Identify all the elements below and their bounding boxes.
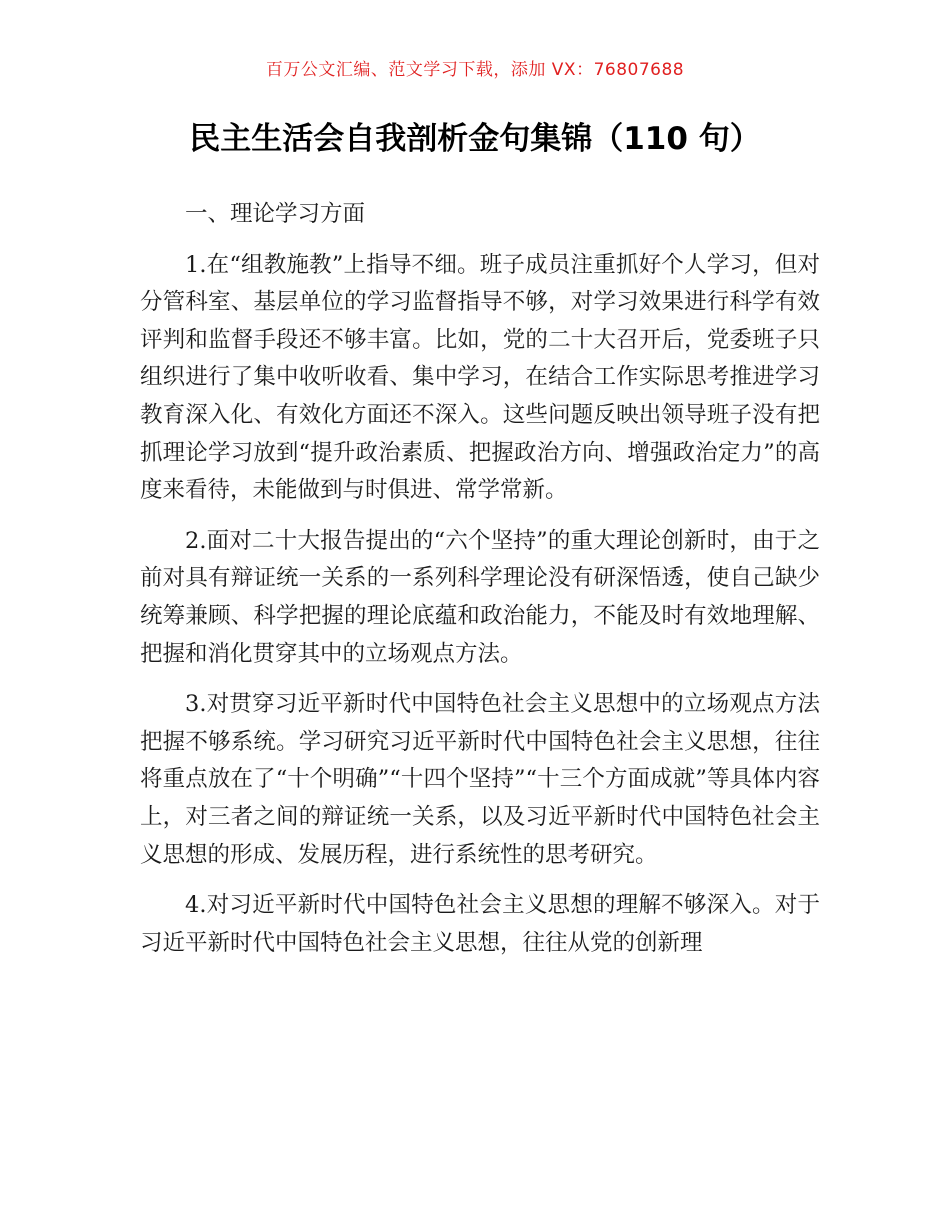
paragraph-2: 2.面对二十大报告提出的“六个坚持”的重大理论创新时，由于之前对具有辩证统一关系的一系列科学理论没有研深悟透，使自己缺少统筹兼顾、科学把握的理论底蕴和政治能力，不能及时有效地理解、把握和消化贯穿其中的立场观点方法。 (140, 527, 820, 667)
paragraph-4: 4.对习近平新时代中国特色社会主义思想的理解不够深入。对于习近平新时代中国特色社会主义思想，往往从党的创新理 (140, 892, 820, 956)
document-body (140, 196, 820, 975)
section-heading: 一、理论学习方面 (185, 201, 366, 227)
watermark-header: 百万公文汇编、范文学习下载，添加 VX：76807688 (265, 60, 685, 80)
document-title: 民主生活会自我剖析金句集锦（110 句） (189, 121, 761, 157)
paragraph-1: 1.在“组教施教”上指导不细。班子成员注重抓好个人学习，但对分管科室、基层单位的学习监督指导不够，对学习效果进行科学有效评判和监督手段还不够丰富。比如，党的二十大召开后，党委班子只组织进行了集中收听收看、集中学习，在结合工作实际思考推进学习教育深入化、有效化方面还不深入。这些问题反映出领导班子没有把抓理论学习放到“提升政治素质、把握政治方向、增强政治定力”的高度来看待，未能做到与时俱进、常学常新。 (140, 251, 820, 504)
paragraph-3: 3.对贯穿习近平新时代中国特色社会主义思想中的立场观点方法把握不够系统。学习研究习近平新时代中国特色社会主义思想，往往将重点放在了“十个明确”“十四个坚持”“十三个方面成就”等具体内容上，对三者之间的辩证统一关系，以及习近平新时代中国特色社会主义思想的形成、发展历程，进行系统性的思考研究。 (140, 691, 820, 868)
